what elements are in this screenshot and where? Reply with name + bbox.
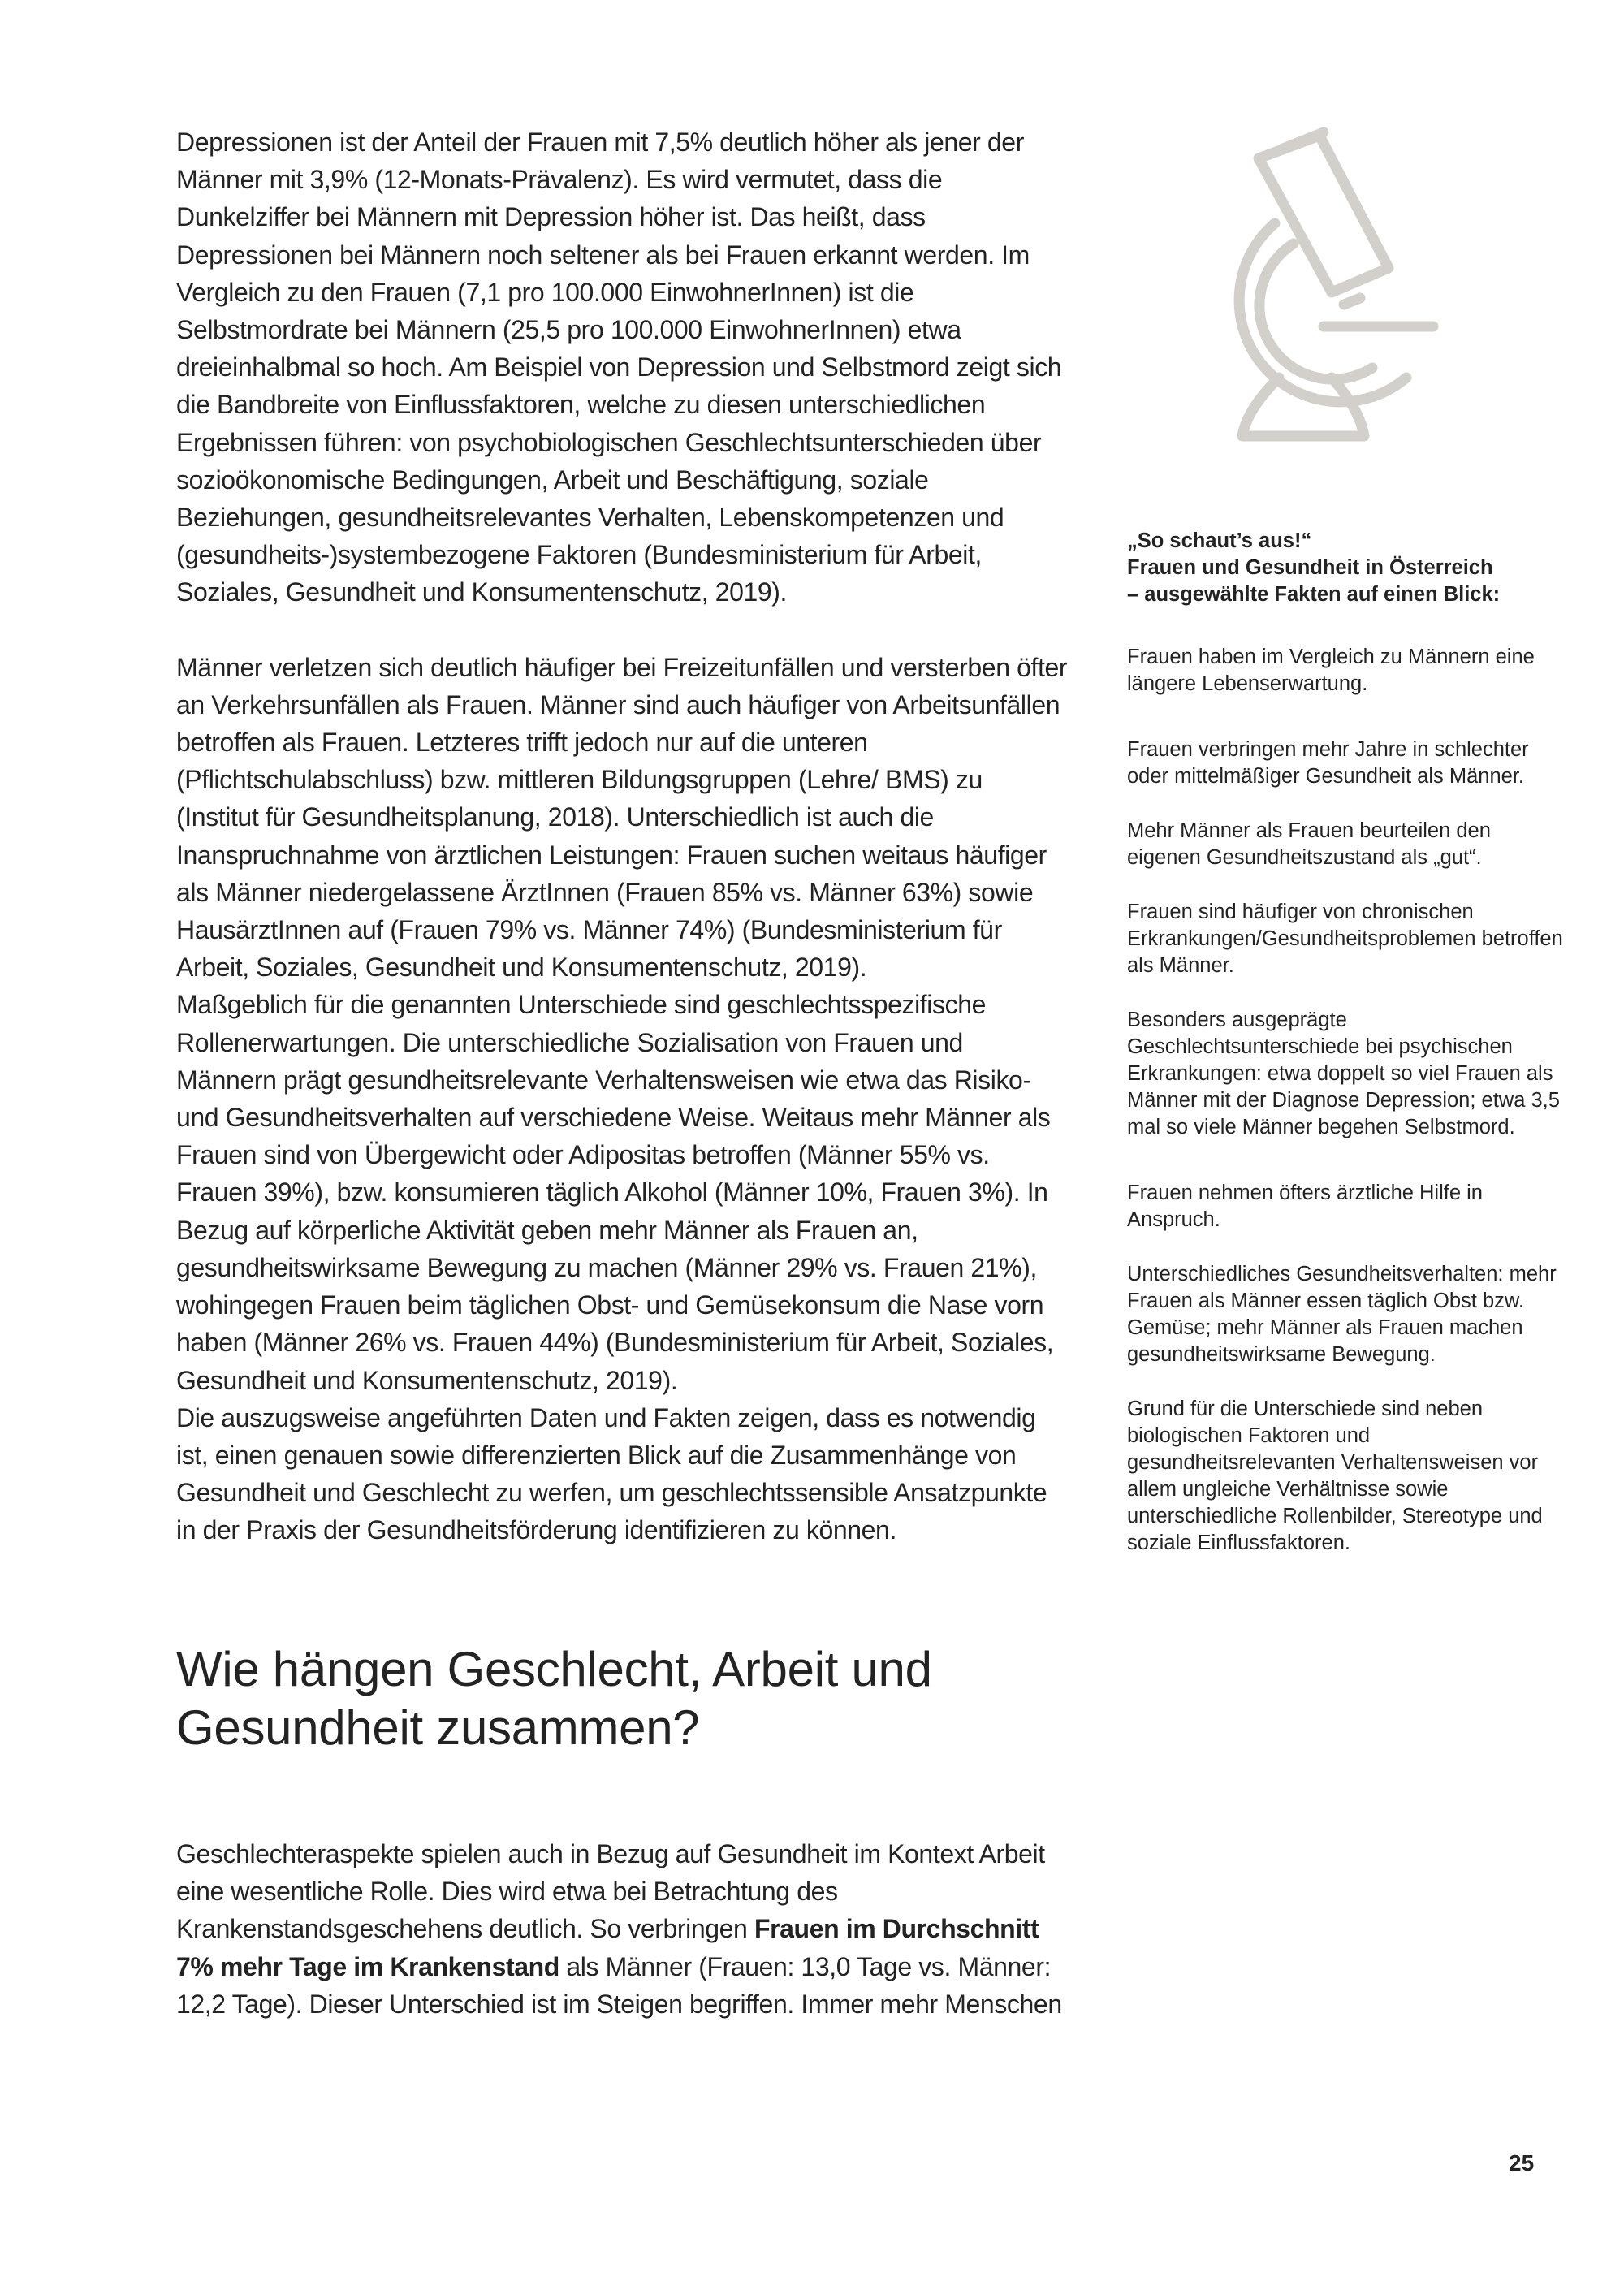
section-heading: Wie hängen Geschlecht, Arbeit und Gesundheit zusammen? bbox=[176, 1642, 932, 1755]
fact-item: Frauen nehmen öfters ärztliche Hilfe in Anspruch. bbox=[1127, 1182, 1483, 1231]
paragraph-role-expectations: Maßgeblich für die genannten Unterschiede sind geschlechtsspezifische Rollenerwartungen. Die unterschiedliche Sozialisation von Frauen und Männern prägt gesundheitsrelevante Verhaltensweisen wie etwa das Risiko- und Gesundheitsverhalten auf verschiedene Weise. Weitaus mehr Männer als Frauen sind von Übergewicht oder Adipositas betroffen (Männer 55% vs. Frauen 39%), bzw. konsumieren täglich Alkohol (Männer 10%, Frauen 3%). In Bezug auf körperliche Aktivität geben mehr Männer als Frauen an, gesundheitswirksame Bewegung zu machen (Männer 29% vs. Frauen 21%), wohingegen Frauen beim täglichen Obst- und Gemüsekonsum die Nase vorn haben (Männer 26% vs. Frauen 44%) (Bundesministerium für Arbeit, Soziales, Gesundheit und Konsumentenschutz, 2019). bbox=[176, 990, 1054, 1395]
sidebar-title-line: Frauen und Gesundheit in Österreich bbox=[1127, 556, 1493, 579]
sidebar-title bbox=[1127, 528, 1566, 608]
text: als Männer (Frauen: 13,0 Tage vs. Männer: 12,2 Tage). Dieser Unterschied ist im Steigen begriffen. Immer mehr Menschen bbox=[176, 1951, 1062, 2019]
main-text-column bbox=[176, 123, 1069, 1549]
sidebar-title-line: – ausgewählte Fakten auf einen Blick: bbox=[1127, 583, 1501, 606]
fact-item: Unterschiedliches Gesundheitsverhalten: mehr Frauen als Männer essen täglich Obst bzw. Gemüse; mehr Männer als Frauen machen gesundheitswirksame Bewegung. bbox=[1127, 1263, 1557, 1366]
paragraph-conclusion: Die auszugsweise angeführten Daten und Fakten zeigen, dass es notwendig ist, einen genauen sowie differenzierten Blick auf die Zusammenhänge von Gesundheit und Geschlecht zu werfen, um geschlechtssensible Ansatzpunkte in der Praxis der Gesundheitsförderung identifizieren zu können. bbox=[176, 1402, 1047, 1545]
sidebar-title-line: „So schaut’s aus!“ bbox=[1127, 529, 1312, 552]
paragraph-depression: Depressionen ist der Anteil der Frauen mit 7,5% deutlich höher als jener der Männer mit 3,9% (12-Monats-Prävalenz). Es wird vermutet, dass die Dunkelziffer bei Männern mit Depression höher ist. Das heißt, dass Depressionen bei Männern noch seltener als bei Frauen erkannt werden. Im Vergleich zu den Frauen (7,1 pro 100.000 EinwohnerInnen) ist die Selbstmordrate bei Männern (25,5 pro 100.000 EinwohnerInnen) etwa dreieinhalbmal so hoch. Am Beispiel von Depression und Selbstmord zeigt sich die Bandbreite von Einflussfaktoren, welche zu diesen unterschiedlichen Ergebnissen führen: von psychobiologischen Geschlechtsunterschieden über sozioökonomische Bedingungen, Arbeit und Beschäftigung, soziale Beziehungen, gesundheitsrelevantes Verhalten, Lebenskompetenzen und (gesundheits-)systembezogene Faktoren (Bundesministerium für Arbeit, Soziales, Gesundheit und Konsumentenschutz, 2019). bbox=[176, 127, 1062, 607]
highlight-text: Frauen im Durchschnitt 7% mehr Tage im Krankenstand bbox=[176, 1914, 1039, 1981]
facts-sidebar bbox=[1127, 528, 1566, 1584]
text: Geschlechteraspekte spielen auch in Bezug auf Gesundheit im Kontext Arbeit eine wesentliche Rolle. Dies wird etwa bei Betrachtung des Krankenstandsgeschehens deutlich. So verbringen bbox=[176, 1839, 1045, 1944]
fact-item: Grund für die Unterschiede sind neben biologischen Faktoren und gesundheitsrelevanten Verhaltensweisen vor allem ungleiche Verhältnisse sowie unterschiedliche Rollenbilder, Stereotype und soziale Einflussfaktoren. bbox=[1127, 1398, 1543, 1554]
fact-item: Frauen sind häufiger von chronischen Erkrankungen/Gesundheitsproblemen betroffen als Männer. bbox=[1127, 901, 1563, 977]
fact-item: Frauen verbringen mehr Jahre in schlechter oder mittelmäßiger Gesundheit als Männer. bbox=[1127, 738, 1529, 788]
paragraph-sick-leave bbox=[176, 1835, 1078, 2023]
fact-item: Frauen haben im Vergleich zu Männern eine längere Lebenserwartung. bbox=[1127, 646, 1535, 695]
section-work-health bbox=[176, 1835, 1078, 2023]
paragraph-accidents-medical: Männer verletzen sich deutlich häufiger bei Freizeitunfällen und versterben öfter an Verkehrsunfällen als Frauen. Männer sind auch häufiger von Arbeitsunfällen betroffen als Frauen. Letzteres trifft jedoch nur auf die unteren (Pflichtschulabschluss) bzw. mittleren Bildungsgruppen (Lehre/ BMS) zu (Institut für Gesundheitsplanung, 2018). Unterschiedlich ist auch die Inanspruchnahme von ärztlichen Leistungen: Frauen suchen weitaus häufiger als Männer niedergelassene ÄrztInnen (Frauen 85% vs. Männer 63%) sowie HausärztInnen auf (Frauen 79% vs. Männer 74%) (Bundesministerium für Arbeit, Soziales, Gesundheit und Konsumentenschutz, 2019). bbox=[176, 652, 1068, 983]
page-number: 25 bbox=[1509, 2150, 1535, 2175]
fact-item: Besonders ausgeprägte Geschlechtsunterschiede bei psychischen Erkrankungen: etwa doppelt so viel Frauen als Männer mit der Diagnose Depression; etwa 3,5 mal so viele Männer begehen Selbstmord. bbox=[1127, 1009, 1560, 1138]
microscope-icon bbox=[1202, 126, 1462, 475]
fact-item: Mehr Männer als Frauen beurteilen den eigenen Gesundheitszustand als „gut“. bbox=[1127, 819, 1491, 869]
